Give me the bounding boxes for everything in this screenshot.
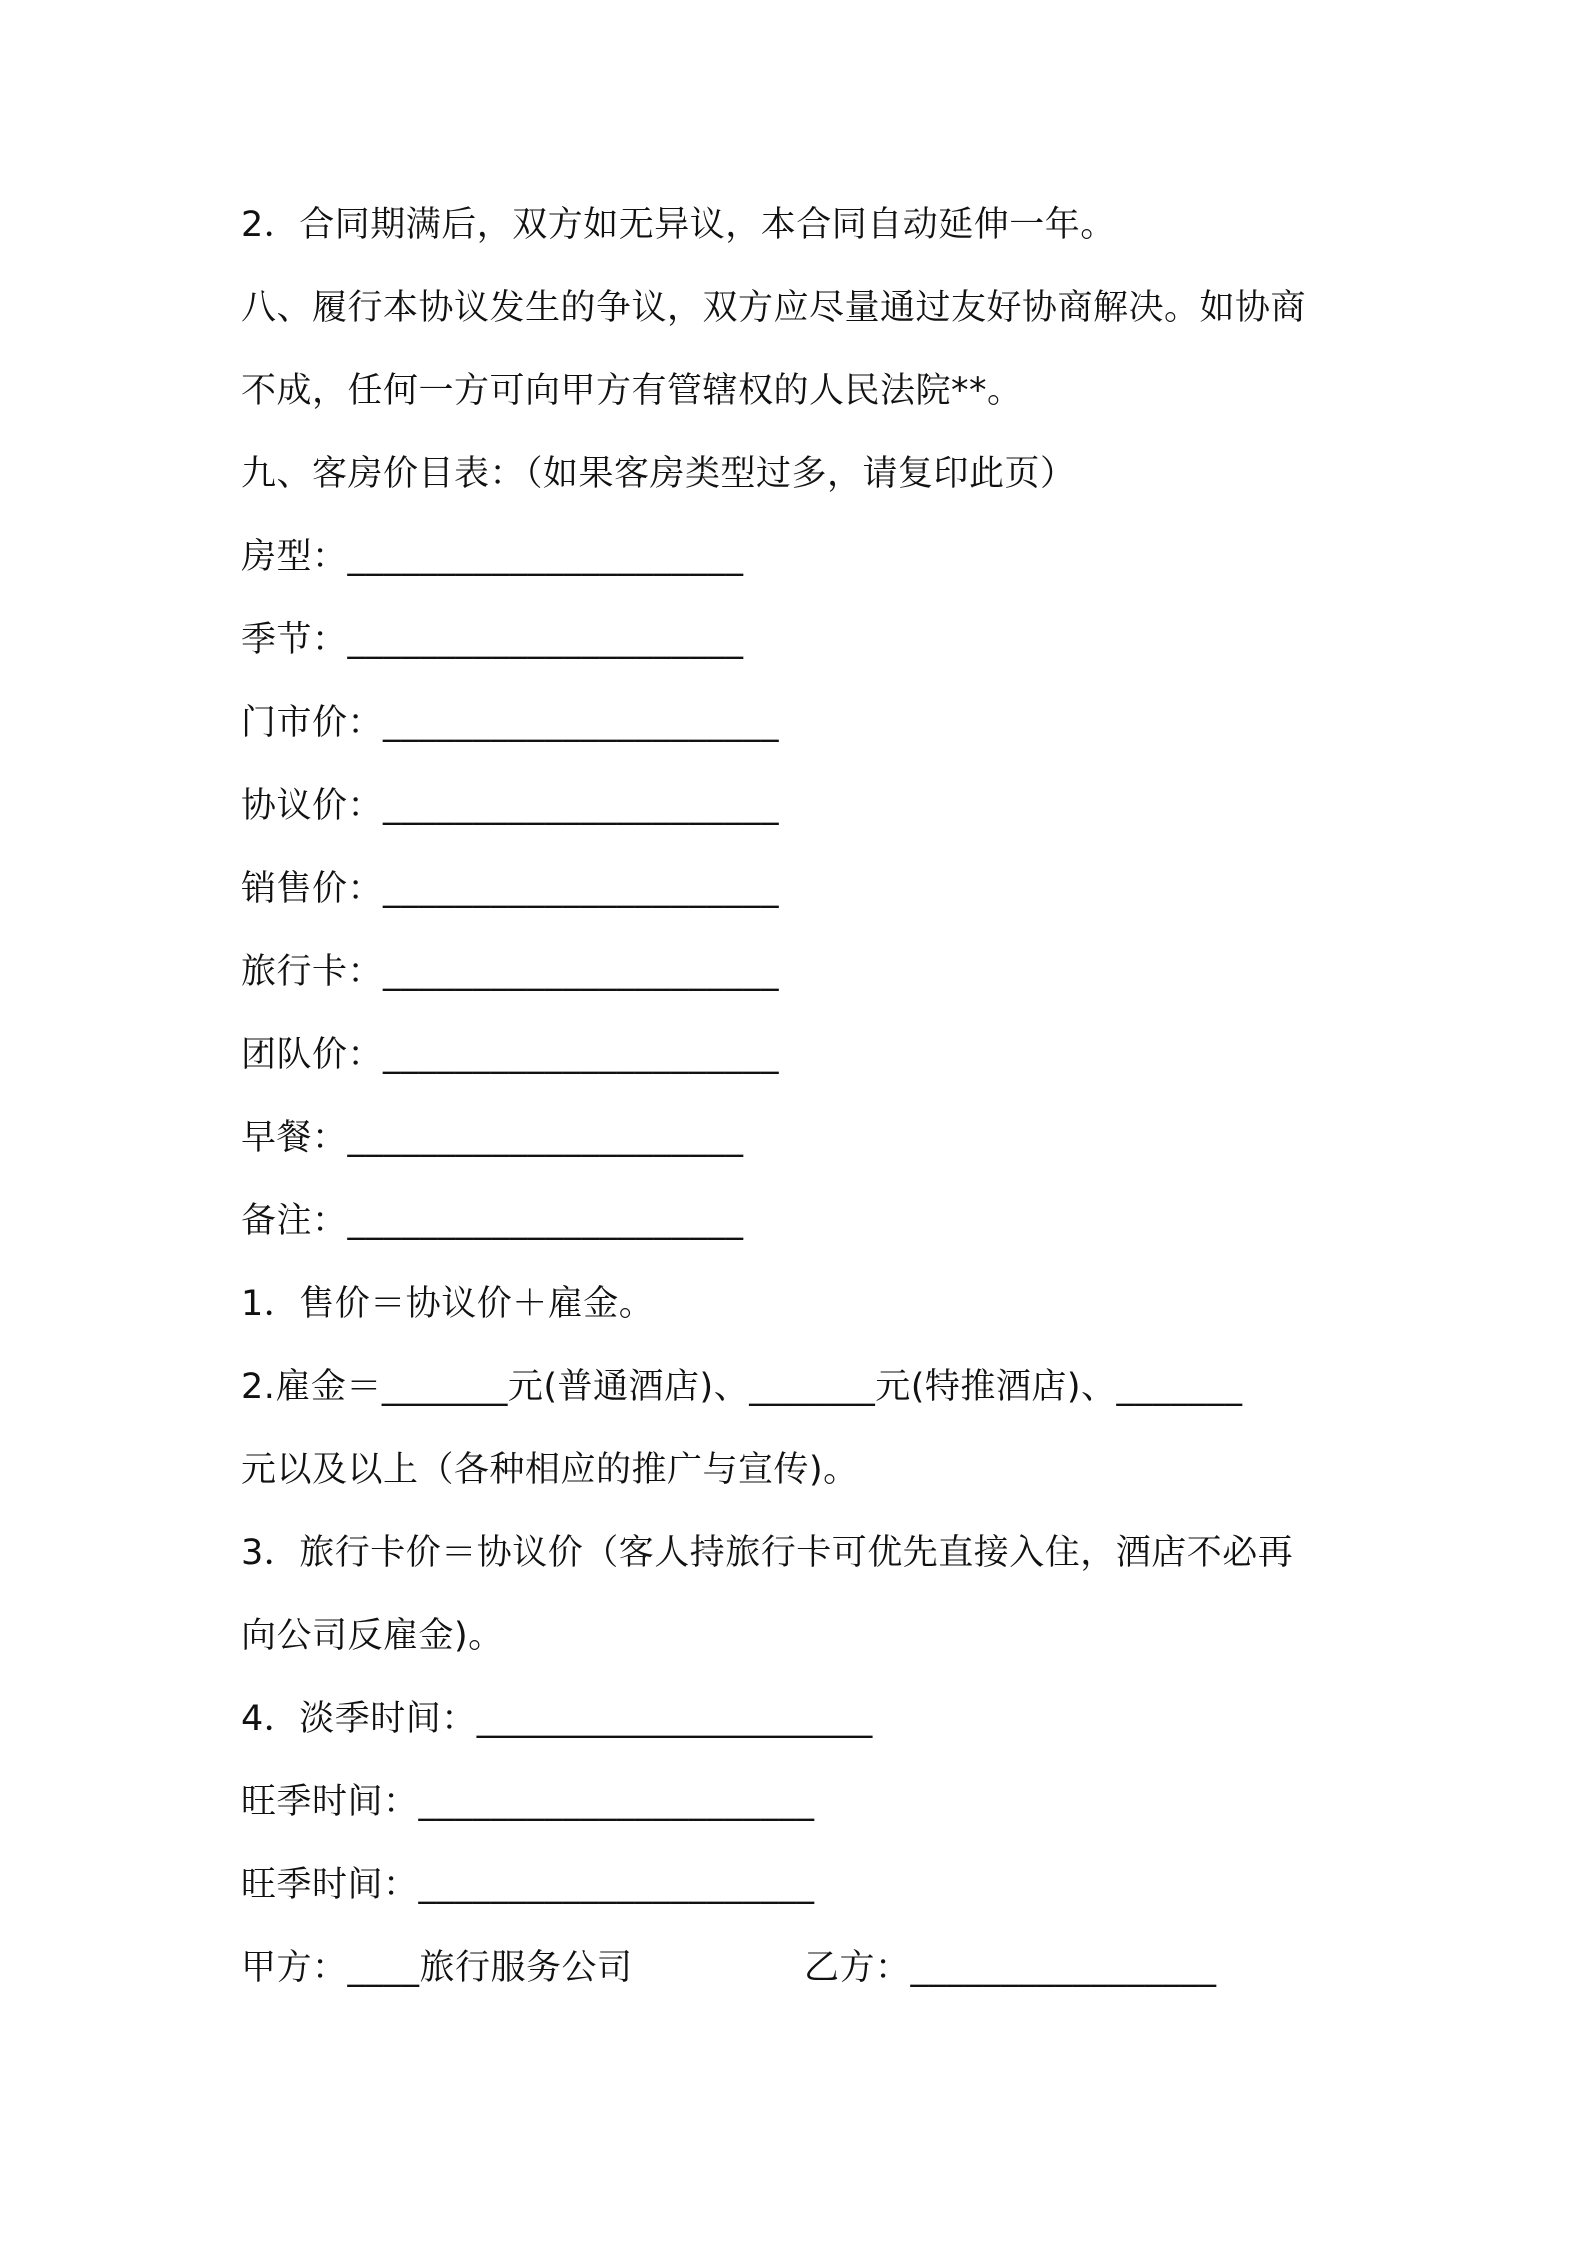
room-type-field: 房型：______________________	[241, 537, 744, 577]
note-2-line-1: 2.雇金＝_______元(普通酒店)、_______元(特推酒店)、_______	[241, 1367, 1243, 1407]
party-a-signature: 甲方：____旅行服务公司	[241, 1948, 633, 1988]
note-2-line-2: 元以及以上（各种相应的推广与宣传)。	[241, 1450, 859, 1490]
peak-season-field-1: 旺季时间：______________________	[241, 1782, 815, 1822]
rack-rate-field: 门市价：______________________	[241, 703, 780, 743]
party-b-signature: 乙方：_________________	[804, 1948, 1217, 1988]
season-field: 季节：______________________	[241, 620, 744, 660]
travel-card-field: 旅行卡：______________________	[241, 952, 780, 992]
clause-8-line-1: 八、履行本协议发生的争议，双方应尽量通过友好协商解决。如协商	[241, 288, 1307, 328]
remarks-field: 备注：______________________	[241, 1201, 744, 1241]
note-3-line-2: 向公司反雇金)。	[241, 1616, 504, 1656]
clause-9-heading: 九、客房价目表：（如果客房类型过多，请复印此页）	[241, 454, 1076, 494]
clause-8-line-2: 不成，任何一方可向甲方有管辖权的人民法院**。	[241, 371, 1023, 411]
peak-season-field-2: 旺季时间：______________________	[241, 1865, 815, 1905]
breakfast-field: 早餐：______________________	[241, 1118, 744, 1158]
group-rate-field: 团队价：______________________	[241, 1035, 780, 1075]
note-1: 1．售价＝协议价＋雇金。	[241, 1284, 655, 1324]
sale-price-field: 销售价：______________________	[241, 869, 780, 909]
note-3-line-1: 3．旅行卡价＝协议价（客人持旅行卡可优先直接入住，酒店不必再	[241, 1533, 1294, 1573]
agreed-rate-field: 协议价：______________________	[241, 786, 780, 826]
off-season-field: 4．淡季时间：______________________	[241, 1699, 873, 1739]
clause-7-item-2: 2．合同期满后，双方如无异议，本合同自动延伸一年。	[241, 205, 1116, 245]
